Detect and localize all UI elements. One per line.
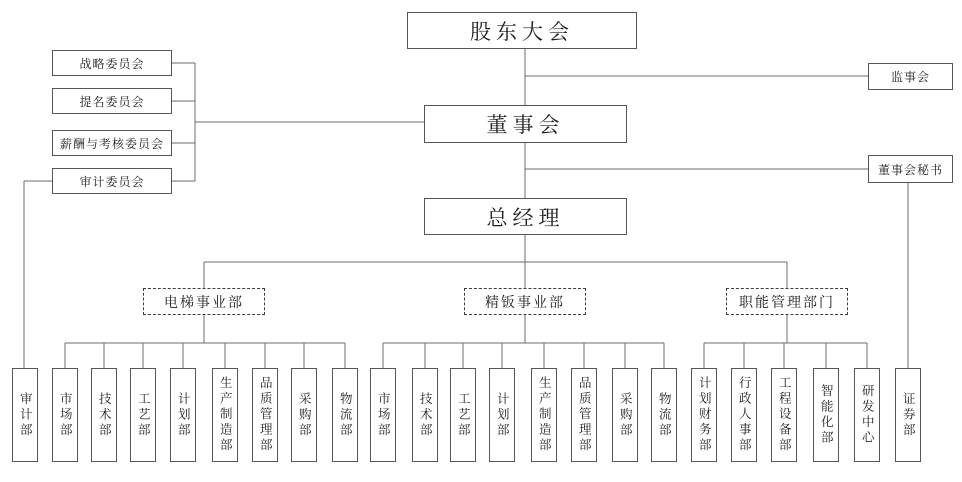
dept-audit: 审计部 — [12, 368, 38, 462]
division-elevator: 电梯事业部 — [143, 288, 265, 315]
committee-remuneration-assessment: 薪酬与考核委员会 — [52, 130, 172, 156]
division-functional-management: 职能管理部门 — [726, 288, 848, 315]
dept-box: 工程设备部 — [771, 368, 797, 462]
dept-box: 品质管理部 — [571, 368, 597, 462]
committee-audit: 审计委员会 — [52, 168, 172, 194]
dept-box: 工艺部 — [450, 368, 476, 462]
dept-box: 采购部 — [291, 368, 317, 462]
dept-box: 物流部 — [651, 368, 677, 462]
dept-box: 智能化部 — [813, 368, 839, 462]
node-board-of-directors: 董事会 — [424, 105, 627, 143]
dept-box: 技术部 — [91, 368, 117, 462]
dept-box: 行政人事部 — [731, 368, 757, 462]
dept-box: 计划部 — [489, 368, 515, 462]
node-board-secretary: 董事会秘书 — [868, 155, 953, 183]
dept-box: 研发中心 — [854, 368, 880, 462]
node-supervisory-board: 监事会 — [868, 63, 953, 90]
dept-securities: 证券部 — [895, 368, 921, 462]
committee-strategy: 战略委员会 — [52, 50, 172, 76]
dept-box: 市场部 — [370, 368, 396, 462]
dept-box: 市场部 — [52, 368, 78, 462]
dept-box: 采购部 — [612, 368, 638, 462]
division-sheet-metal: 精钣事业部 — [464, 288, 586, 315]
dept-box: 技术部 — [412, 368, 438, 462]
dept-box: 生产制造部 — [531, 368, 557, 462]
dept-box: 生产制造部 — [212, 368, 238, 462]
dept-box: 物流部 — [332, 368, 358, 462]
dept-box: 计划财务部 — [691, 368, 717, 462]
dept-box: 品质管理部 — [252, 368, 278, 462]
dept-box: 工艺部 — [130, 368, 156, 462]
committee-nomination: 提名委员会 — [52, 88, 172, 114]
node-general-manager: 总经理 — [424, 198, 627, 235]
dept-box: 计划部 — [170, 368, 196, 462]
node-shareholders-meeting: 股东大会 — [407, 12, 637, 49]
